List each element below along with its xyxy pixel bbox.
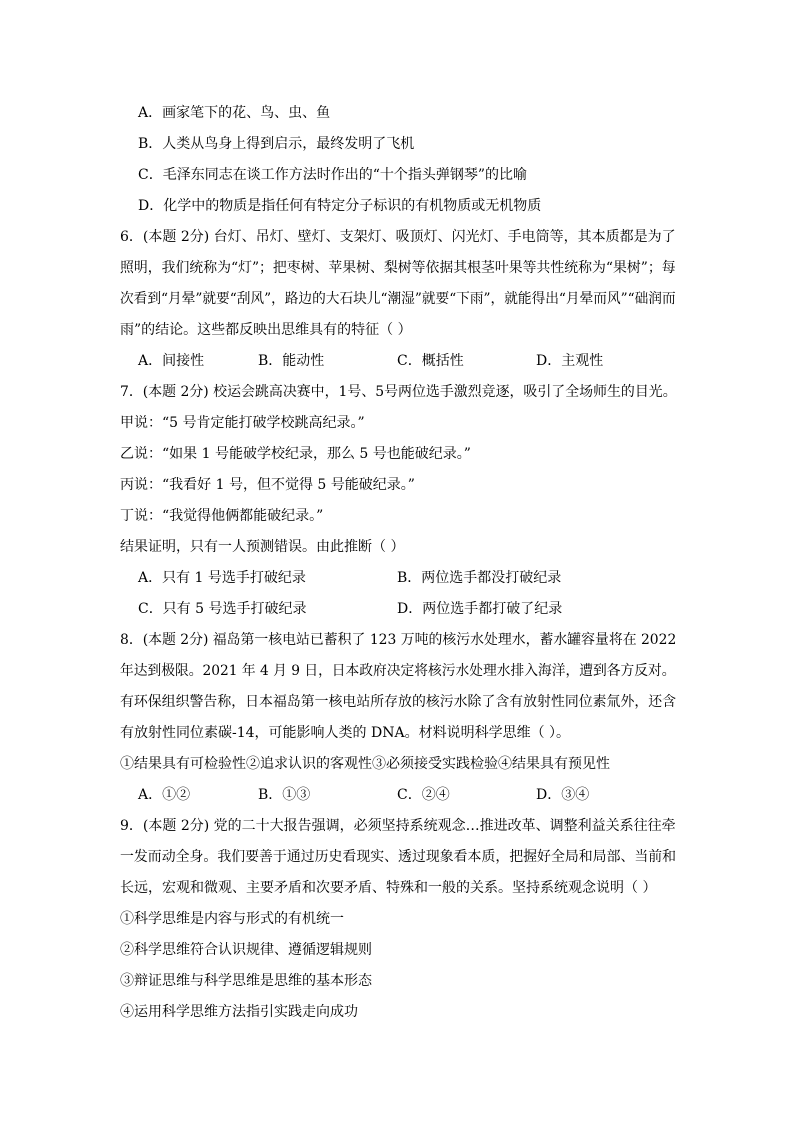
q8-option-a: A．①② xyxy=(138,787,191,803)
q7-question: 结果证明，只有一人预测错误。由此推断（ ） xyxy=(120,539,405,555)
q6-option-c: C．概括性 xyxy=(397,353,464,369)
q7-option-b: B．两位选手都没打破纪录 xyxy=(397,570,562,586)
q8-statements: ①结果具有可检验性②追求认识的客观性③必须接受实践检验④结果具有预见性 xyxy=(120,756,610,772)
q7-option-d: D．两位选手都打破了纪录 xyxy=(397,601,563,617)
q6-option-d: D．主观性 xyxy=(536,353,604,369)
q5-option-c: C．毛泽东同志在谈工作方法时作出的“十个指头弹钢琴”的比喻 xyxy=(138,167,528,183)
q7-statement-ding: 丁说：“我觉得他俩都能破纪录。” xyxy=(120,508,324,524)
q9-stem-line-1: 9．(本题 2分) 党的二十大报告强调，必须坚持系统观念…推进改革、调整利益关系往往牵 xyxy=(120,818,676,834)
q8-option-b: B．①③ xyxy=(258,787,311,803)
q7-option-a: A．只有 1 号选手打破纪录 xyxy=(138,570,306,586)
q9-statement-3: ③辩证思维与科学思维是思维的基本形态 xyxy=(120,973,372,989)
q5-option-a: A．画家笔下的花、鸟、虫、鱼 xyxy=(138,105,331,121)
q9-statement-1: ①科学思维是内容与形式的有机统一 xyxy=(120,911,344,927)
q6-stem-line-2: 照明，我们统称为“灯”；把枣树、苹果树、梨树等依据其根茎叶果等共性统称为“果树”；每 xyxy=(120,260,676,276)
q8-stem-line-2: 年达到极限。2021 年 4 月 9 日，日本政府决定将核污水处理水排入海洋，遭到各方反对。 xyxy=(120,663,676,679)
q7-stem-line-1: 7．(本题 2分) 校运会跳高决赛中，1号、5号两位选手激烈竞逐，吸引了全场师生的目光。 xyxy=(120,384,677,400)
q8-option-d: D．③④ xyxy=(536,787,590,803)
q6-stem-line-4: 雨”的结论。这些都反映出思维具有的特征（ ） xyxy=(120,322,412,338)
q7-statement-jia: 甲说：“5 号肯定能打破学校跳高纪录。” xyxy=(120,415,365,431)
q7-option-c: C．只有 5 号选手打破纪录 xyxy=(138,601,307,617)
q6-option-a: A．间接性 xyxy=(138,353,205,369)
q6-stem-line-3: 次看到“月晕”就要“刮风”，路边的大石块儿“潮湿”就要“下雨”，就能得出“月晕而风”“础润而 xyxy=(120,291,676,307)
q7-statement-yi: 乙说：“如果 1 号能破学校纪录，那么 5 号也能破纪录。” xyxy=(120,446,471,462)
q9-stem-line-2: 一发而动全身。我们要善于通过历史看现实、透过现象看本质，把握好全局和局部、当前和 xyxy=(120,849,677,865)
q8-stem-line-3: 有环保组织警告称，日本福岛第一核电站所存放的核污水除了含有放射性同位素氚外，还含 xyxy=(120,694,677,710)
q9-statement-2: ②科学思维符合认识规律、遵循逻辑规则 xyxy=(120,942,372,958)
q5-option-d: D．化学中的物质是指任何有特定分子标识的有机物质或无机物质 xyxy=(138,198,542,214)
q6-stem-line-1: 6．(本题 2分) 台灯、吊灯、壁灯、支架灯、吸顶灯、闪光灯、手电筒等，其本质都是为了 xyxy=(120,229,676,245)
q9-statement-4: ④运用科学思维方法指引实践走向成功 xyxy=(120,1004,358,1020)
q5-option-b: B．人类从鸟身上得到启示，最终发明了飞机 xyxy=(138,136,415,152)
q9-stem-line-3: 长远，宏观和微观、主要矛盾和次要矛盾、特殊和一般的关系。坚持系统观念说明（ ） xyxy=(120,880,657,896)
q7-statement-bing: 丙说：“我看好 1 号，但不觉得 5 号能破纪录。” xyxy=(120,477,415,493)
q8-option-c: C．②④ xyxy=(397,787,450,803)
q6-option-b: B．能动性 xyxy=(258,353,325,369)
q8-stem-line-1: 8．(本题 2分) 福岛第一核电站已蓄积了 123 万吨的核污水处理水，蓄水罐容量将在 2022 xyxy=(120,632,677,648)
q8-stem-line-4: 有放射性同位素碳-14，可能影响人类的 DNA。材料说明科学思维（ ）。 xyxy=(120,725,571,741)
